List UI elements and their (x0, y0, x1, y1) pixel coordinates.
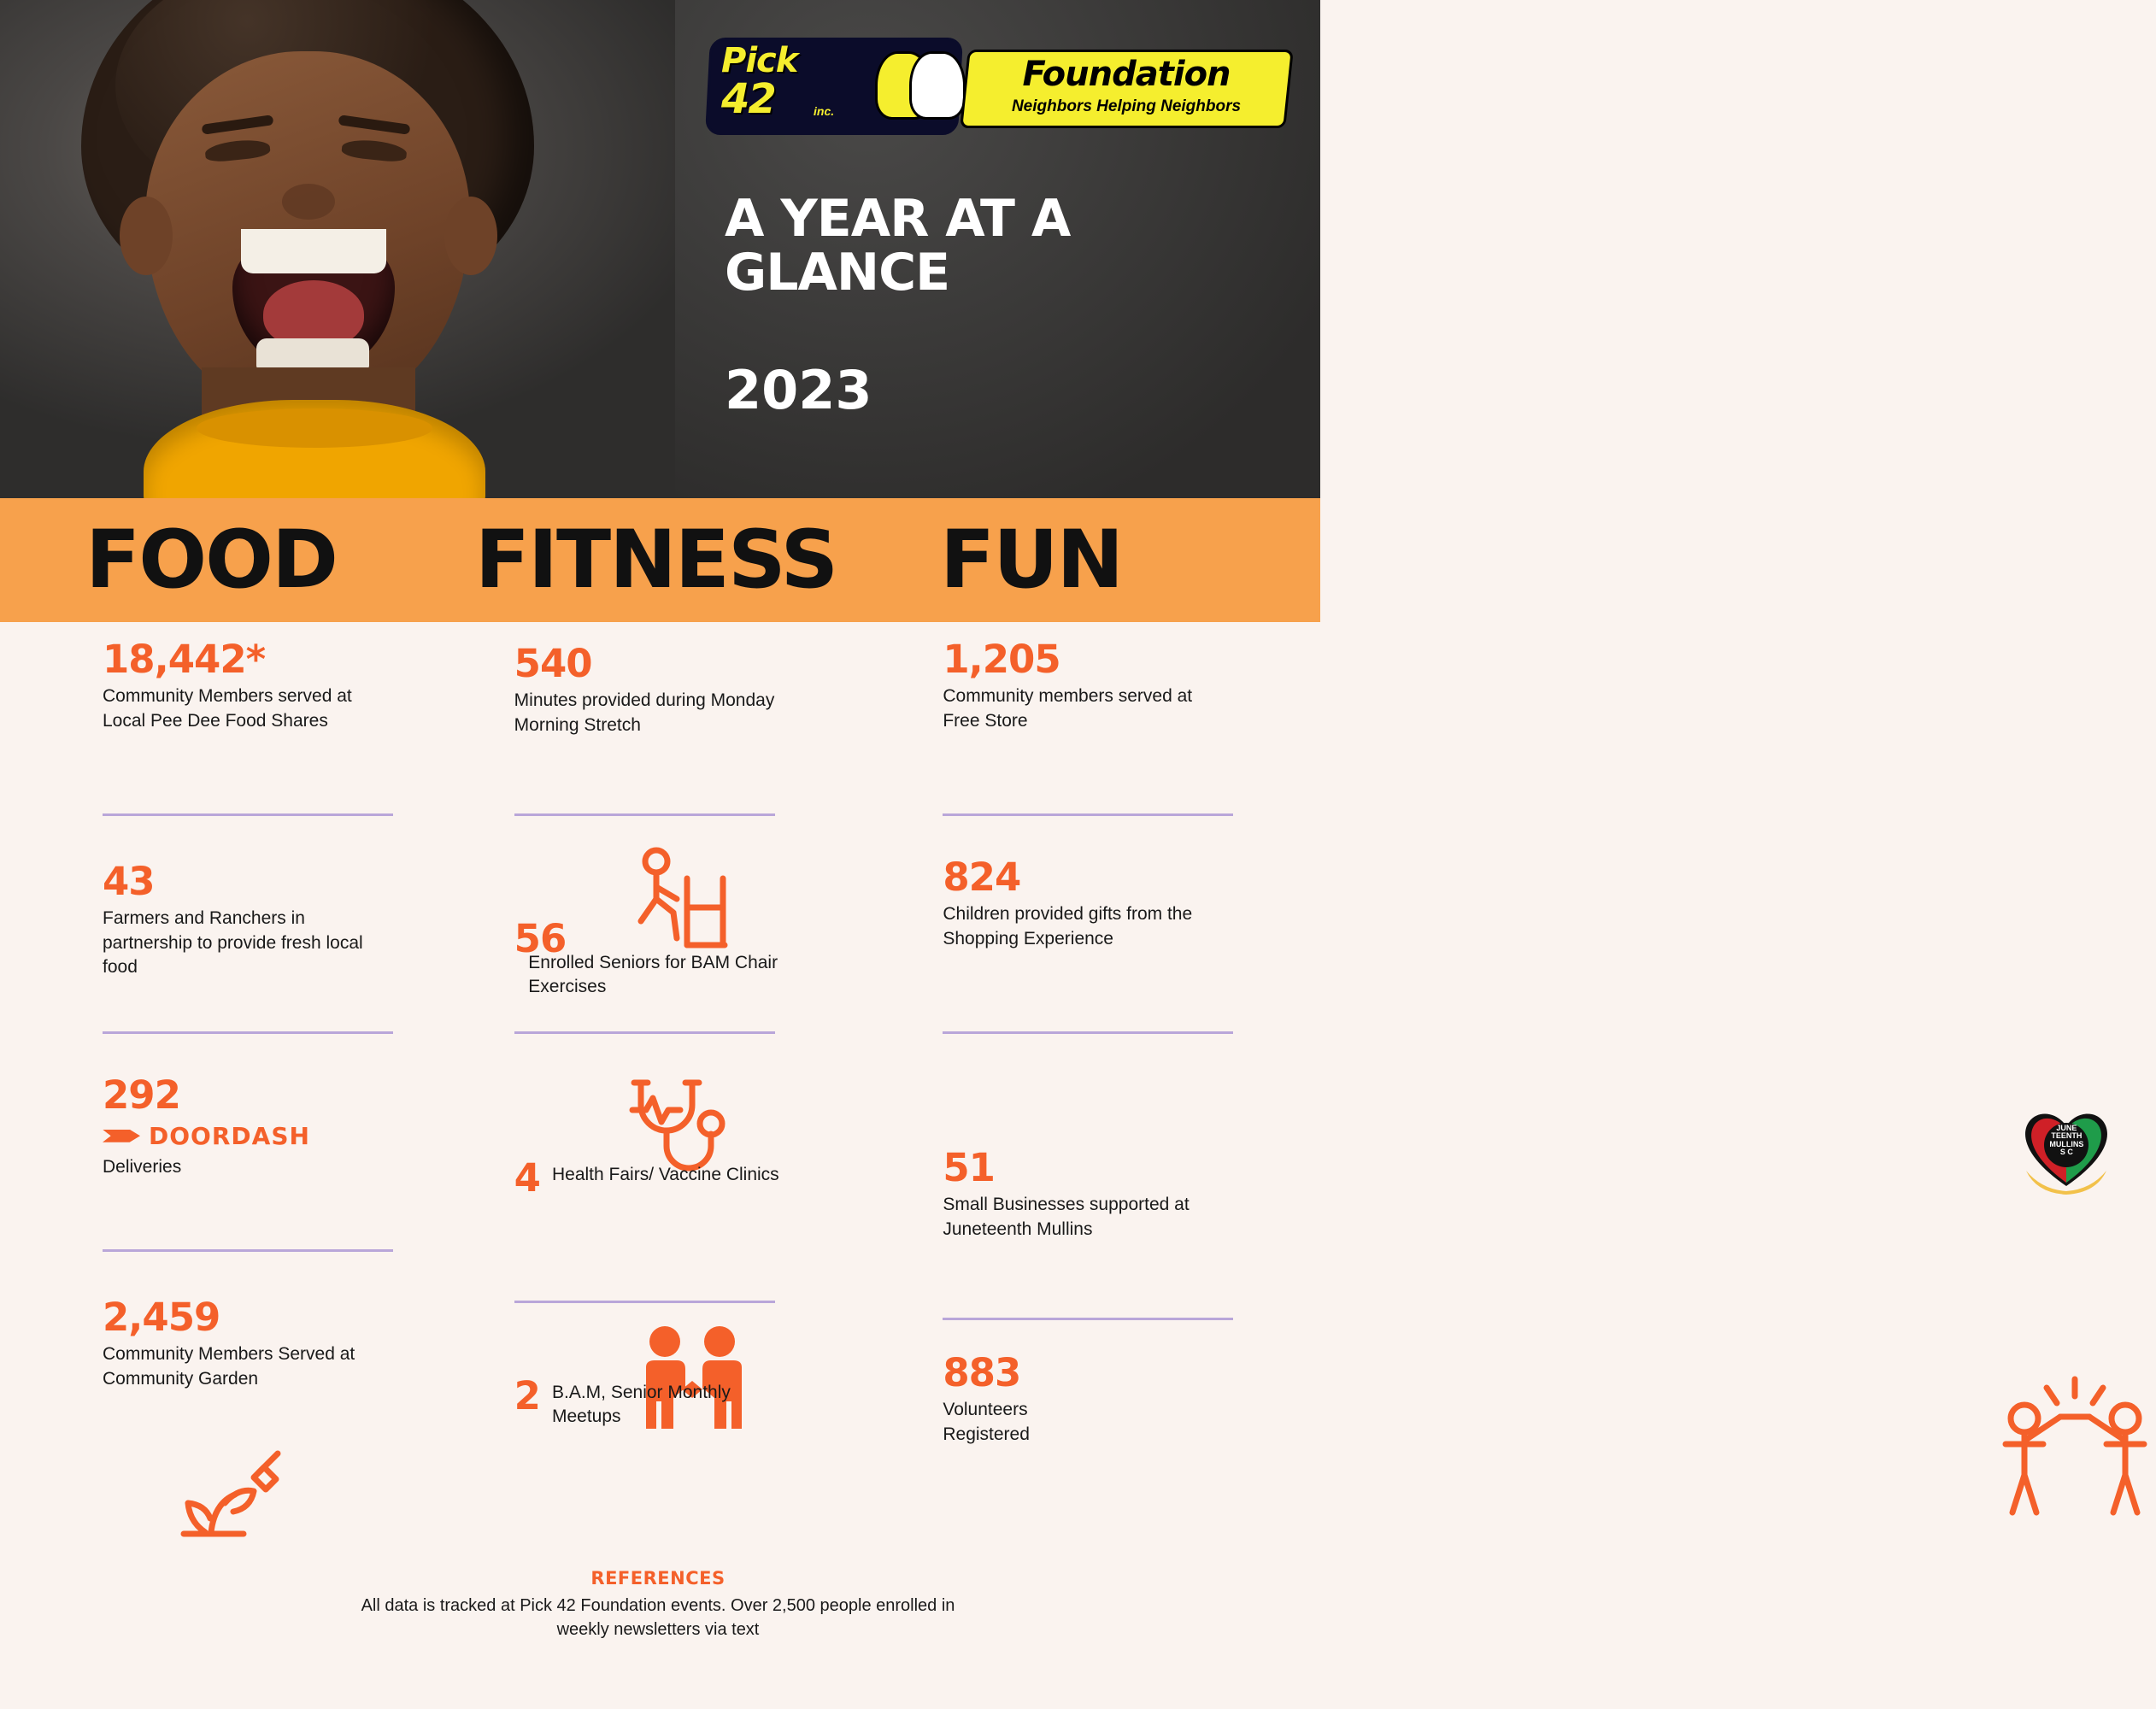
stat-label: Community members served at Free Store (943, 686, 1193, 731)
references-title: REFERENCES (590, 1568, 726, 1589)
stat-food-4 (103, 1297, 367, 1391)
doordash-icon (103, 1125, 140, 1148)
child-teeth-lower (256, 338, 369, 369)
doordash-brand (103, 1122, 310, 1150)
references-section (359, 1568, 957, 1641)
stat-fun-1 (943, 639, 1207, 733)
hero-banner (0, 0, 1320, 498)
badge-line-4: S C (2059, 1148, 2073, 1157)
column-fun (891, 622, 2084, 1709)
stat-label: Community Members Served at Community Garden (103, 1344, 355, 1389)
stat-label: Minutes provided during Monday Morning Stretch (514, 690, 775, 735)
stat-food-1 (103, 639, 367, 733)
stat-label: Deliveries (103, 1157, 182, 1178)
divider (943, 1318, 1233, 1320)
divider (103, 813, 393, 816)
doordash-label: DOORDASH (149, 1122, 310, 1151)
badge-line-1: JUNE (2056, 1124, 2077, 1132)
category-food: FOOD (85, 514, 338, 607)
celebrating-people-icon (1994, 1374, 2156, 1519)
stat-label: Farmers and Ranchers in partnership to provide fresh local food (103, 908, 363, 977)
child-nose (282, 184, 335, 220)
stat-food-2 (103, 861, 367, 979)
divider (103, 1249, 393, 1252)
page-year: 2023 (725, 359, 872, 421)
badge-line-3: MULLINS (2049, 1139, 2084, 1148)
stat-number: 2,459 (103, 1295, 220, 1340)
stat-food-3 (103, 1072, 310, 1180)
stat-number: 292 (103, 1072, 180, 1118)
stat-number: 18,442* (103, 637, 266, 682)
stat-fitness-4 (514, 1374, 796, 1430)
badge-line-2: TEENTH (2051, 1131, 2083, 1141)
juneteenth-mullins-logo (2011, 1101, 2122, 1195)
column-fitness (480, 622, 892, 1709)
smiling-child-photo (0, 0, 675, 498)
stat-fun-3 (943, 1145, 1207, 1242)
category-fitness: FITNESS (474, 514, 837, 607)
stat-number: 883 (943, 1350, 1021, 1395)
stat-number: 2 (514, 1373, 540, 1418)
stat-number: 51 (943, 1145, 995, 1190)
category-fun: FUN (940, 514, 1123, 607)
stat-label: Community Members served at Local Pee Dee Food Shares (103, 686, 352, 731)
logo-tagline: Neighbors Helping Neighbors (1011, 97, 1242, 115)
references-body: All data is tracked at Pick 42 Foundation events. Over 2,500 people enrolled in weekly newsletters via text (361, 1596, 955, 1639)
stat-fitness-2 (514, 917, 796, 1000)
stat-label: Small Businesses supported at Juneteenth Mullins (943, 1195, 1190, 1239)
divider (514, 813, 775, 816)
logo-number-text: 42 (721, 75, 775, 123)
divider (103, 1031, 393, 1034)
hand-icon (909, 51, 966, 120)
divider (943, 1031, 1233, 1034)
stat-label: Volunteers Registered (943, 1400, 1030, 1444)
pick42-foundation-logo (708, 34, 1289, 135)
divider (943, 813, 1233, 816)
stat-fun-2 (943, 854, 1207, 951)
child-teeth-upper (241, 229, 386, 273)
logo-pick-text: Pick (721, 41, 798, 80)
child-ear-left (120, 197, 173, 275)
stat-label: Children provided gifts from the Shopping Experience (943, 904, 1193, 948)
stat-number: 1,205 (943, 637, 1060, 682)
stat-number: 824 (943, 854, 1021, 900)
logo-foundation-text: Foundation (1022, 55, 1231, 94)
stats-columns (0, 622, 2084, 1709)
stat-number: 540 (514, 641, 592, 686)
child-ear-right (444, 197, 497, 275)
stat-label: Health Fairs/ Vaccine Clinics (551, 1165, 779, 1184)
juneteenth-badge-text (2046, 1125, 2087, 1157)
stat-number: 4 (514, 1155, 540, 1201)
logo-inc-text: inc. (814, 104, 835, 118)
category-bar (0, 498, 1320, 622)
stat-fitness-3 (514, 1155, 796, 1201)
stat-label: B.A.M, Senior Monthly Meetups (551, 1383, 731, 1427)
stat-fitness-1 (514, 643, 779, 737)
column-food (0, 622, 480, 1709)
divider (514, 1301, 775, 1303)
page-title: A YEAR AT A GLANCE (725, 189, 1071, 302)
stat-label: Enrolled Seniors for BAM Chair Exercises (528, 953, 778, 997)
stat-fun-4 (943, 1350, 1088, 1447)
stat-number: 43 (103, 859, 155, 904)
divider (514, 1031, 775, 1034)
seedling-shovel-icon (158, 1447, 295, 1549)
stat-number: 56 (514, 916, 567, 961)
